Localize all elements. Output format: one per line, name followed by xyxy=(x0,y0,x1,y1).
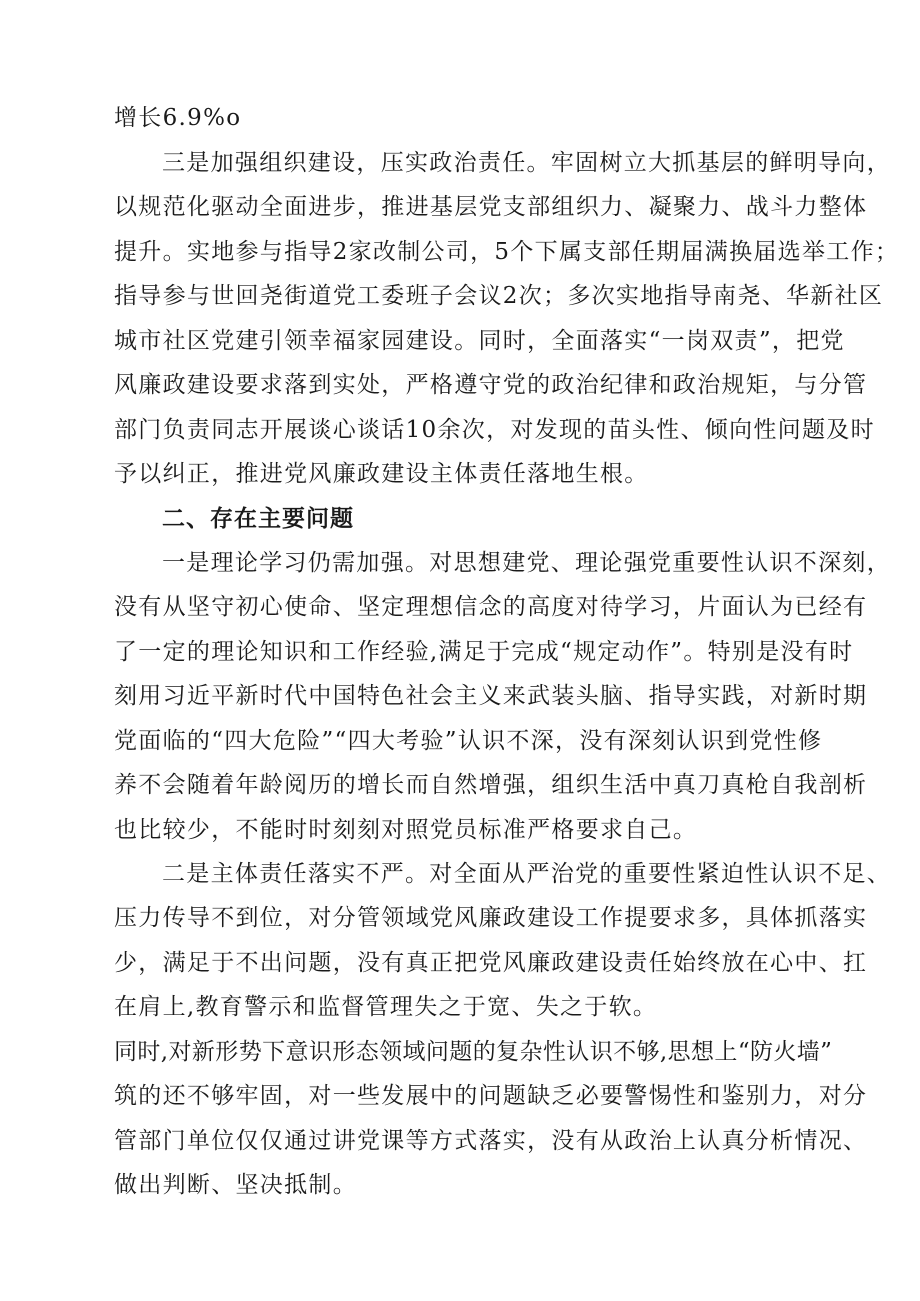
text-line: 增长6.9%o xyxy=(114,105,242,131)
paragraph-ideology-start: 同时,对新形势下意识形态领域问题的复杂性认识不够,思想上“防火墙” xyxy=(114,1039,833,1065)
paragraph-theory-start: 一是理论学习仍需加强。对思想建党、理论强党重要性认识不深刻， xyxy=(162,550,891,576)
text-line: 了一定的理论知识和工作经验,满足于完成“规定动作”。特别是没有时 xyxy=(114,639,854,665)
text-line: 没有从坚守初心使命、坚定理想信念的高度对待学习，片面认为已经有 xyxy=(114,594,868,620)
text-line: 予以纠正，推进党风廉政建设主体责任落地生根。 xyxy=(114,461,649,487)
text-line: 提升。实地参与指导2家改制公司，5个下属支部任期届满换届选举工作； xyxy=(114,239,900,265)
paragraph-organization-start: 三是加强组织建设，压实政治责任。牢固树立大抓基层的鲜明导向， xyxy=(162,150,891,176)
text-line: 养不会随着年龄阅历的增长而自然增强，组织生活中真刀真枪自我剖析 xyxy=(114,772,868,798)
paragraph-responsibility-start: 二是主体责任落实不严。对全面从严治党的重要性紧迫性认识不足、 xyxy=(162,861,891,887)
text-line: 做出判断、坚决抵制。 xyxy=(114,1172,357,1198)
section-heading: 二、存在主要问题 xyxy=(162,506,354,532)
text-line: 部门负责同志开展谈心谈话10余次，对发现的苗头性、倾向性问题及时 xyxy=(114,417,875,443)
text-line: 党面临的“四大危险”“四大考验”认识不深，没有深刻认识到党性修 xyxy=(114,728,823,754)
text-line: 城市社区党建引领幸福家园建设。同时，全面落实“一岗双责”，把党 xyxy=(114,328,845,354)
text-line: 指导参与世回尧街道党工委班子会议2次；多次实地指导南尧、华新社区 xyxy=(114,283,884,309)
text-line: 也比较少，不能时时刻刻对照党员标准严格要求自己。 xyxy=(114,817,698,843)
text-line: 在肩上,教育警示和监督管理失之于宽、失之于软。 xyxy=(114,994,658,1020)
text-line: 以规范化驱动全面进步，推进基层党支部组织力、凝聚力、战斗力整体 xyxy=(114,194,868,220)
text-line: 压力传导不到位，对分管领域党风廉政建设工作提要求多，具体抓落实 xyxy=(114,905,868,931)
text-line: 管部门单位仅仅通过讲党课等方式落实，没有从政治上认真分析情况、 xyxy=(114,1128,868,1154)
text-line: 少，满足于不出问题，没有真正把党风廉政建设责任始终放在心中、扛 xyxy=(114,950,868,976)
text-line: 风廉政建设要求落到实处，严格遵守党的政治纪律和政治规矩，与分管 xyxy=(114,372,868,398)
text-line: 筑的还不够牢固，对一些发展中的问题缺乏必要警惕性和鉴别力，对分 xyxy=(114,1083,868,1109)
text-line: 刻用习近平新时代中国特色社会主义来武装头脑、指导实践，对新时期 xyxy=(114,683,868,709)
